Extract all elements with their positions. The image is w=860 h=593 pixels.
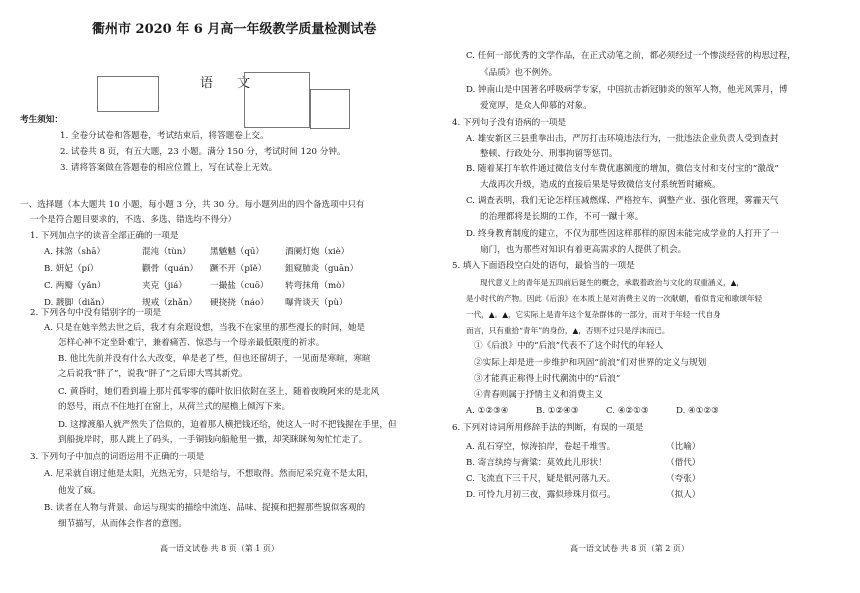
question-4-stem: 4. 下列句子没有语病的一项是 [452,118,567,128]
q4-option-b-cont: 大战再次升级，造成的直接后果是导致微信支付系统暂时瘫痪。 [480,180,721,190]
q5-passage-line: 一代，▲。▲，它实际上是青年这个复杂群体的一部分，而对于年轻一代自身 [466,310,721,319]
page-footer: 高一语文试卷 共 8 页（第 2 页） [570,544,689,553]
q6-option-tag: （夸张） [666,474,701,484]
q5-item: ④青春则属于抒情主义和消费主义 [474,390,603,400]
q1-option: 鉏窥肺炎（guān） [285,264,359,274]
q4-option-d: D. 终身教育制度的建立，不仅为那些因这样那样的原因未能完成学业的人打开了一 [466,229,779,239]
q1-option: 一撮盐（cuō） [210,281,269,291]
q3-option-c: C. 任何一部优秀的文学作品，在正式动笔之前，都必须经过一个惨淡经营的构思过程， [466,51,796,61]
q2-option-b: B. 他比先前并没有什么大改变，单是老了些，但也还留胡子，一见面是寒暄，寒暄 [58,354,371,364]
q3-option-d: D. 钟南山是中国著名呼吸病学专家，中国抗击新冠肺炎的领军人物，他光风霁月，博 [466,85,788,95]
page-footer: 高一语文试卷 共 8 页（第 1 页） [160,544,279,553]
q4-option-c-cont: 的治理都将是长期的工作，不可一蹴十寒。 [480,212,644,222]
q1-option: 蹶不开（pǐě） [210,264,267,274]
section-heading-2: 一个是符合题目要求的，不选、多选、错选均不得分） [30,215,237,225]
q1-option: B. 妍妃（pí） [44,264,99,274]
q5-item: ①《后浪》中的“后浪”代表不了这个时代的年轻人 [474,341,664,351]
q2-option-a: A. 只是在她辛然去世之后，我才有余遐设想，当我不在家里的那些漫长的时间，她是 [44,323,366,333]
q6-option: B. 寄言纨绔与膏粱：莫效此儿形状！ [466,458,607,468]
q3-option-b-cont: 细节描写，从而体会作者的意图。 [58,519,187,529]
q4-option-b: B. 随着某打车软件通过微信支付车费优惠额度的增加，微信支付和支付宝的“激战” [466,164,779,174]
question-6-stem: 6. 下列对诗词所用修辞手法的判断，有误的一项是 [452,423,644,433]
q5-item: ②实际上却是进一步维护和巩固“前浪”们对世界的定义与规划 [474,358,707,368]
notice-heading: 考生须知： [20,115,63,125]
q5-choice: C. ④②①③ [606,406,649,416]
q2-option-b-cont: 之后说我“胖了”，说我“胖了”之后即大骂其新党。 [58,369,248,379]
q4-option-a: A. 雄安新区三县重拳出击，严厉打击环境违法行为，一批违法企业负责人受到查封 [466,134,779,144]
q1-option: 转弯抹角（mò） [285,281,350,291]
q1-option: 夹克（jiá） [142,281,187,291]
q6-option: D. 可怜九月初三夜，露似珍珠月似弓。 [466,490,616,500]
q5-passage-line: 而言，只有重拾“青年”的身份，▲，否则不过只是浮沫而已。 [466,326,670,335]
q6-option-tag: （比喻） [666,442,701,452]
q1-option: D. 踱脚（diǎn） [44,298,110,308]
notice-item: 1. 全卷分试卷和答题卷，考试结束后，将答题卷上交。 [60,131,269,141]
q2-option-d: D. 这撑渡船人就严然失了信似的，迫着那人横把钱还给，使这人一时不把钱握在手里，但 [58,420,397,430]
q2-option-c-cont: 的怒号，雨点不住地打在窗上，从荷兰式的屋檐上倾泻下来。 [58,402,291,412]
q1-option: A. 抹煞（shā） [44,247,106,257]
q1-option: 硬挠挠（náo） [210,298,269,308]
right-page [430,0,860,593]
q3-option-a: A. 尼采就自诩过他是太阳，光热无穷，只是给与，不想取得。然而尼采究竟不是太阳， [44,469,374,479]
scan-box [310,89,350,129]
q6-option: C. 飞流直下三千尺，疑是银河落九天。 [466,474,616,484]
q4-option-d-cont: 扇门，也为那些对知识有着更高需求的人提供了机会。 [480,245,687,255]
question-3-stem: 3. 下列句子中加点的词语运用不正确的一项是 [30,452,205,462]
q6-option-tag: （借代） [666,458,701,468]
q5-passage-line: 现代意义上的青年是五四前后诞生的概念，承载着政治与文化的双重涵义，▲， [480,278,745,287]
q5-choice: B. ①②④③ [536,406,579,416]
q5-choice: A. ①②③④ [466,406,509,416]
subject-title: 语 文 [200,76,261,91]
q5-item: ③才能真正称得上时代潮流中的“后浪” [474,374,621,384]
section-heading: 一、选择题（本大题共 10 小题，每小题 3 分，共 30 分。每小题列出的四个备选项中只有 [20,200,365,210]
scan-box [97,76,159,112]
question-5-stem: 5. 填入下面语段空白处的语句，最恰当的一项是 [452,261,635,271]
q2-option-d-cont: 到船拢岸时，那人跳上了码头，一手铜钱向船舱里一撒，却笑眯眯匆匆忙忙走了。 [58,435,368,445]
q4-option-a-cont: 整顿、行政处分、刑事拘留等惩罚。 [480,149,618,159]
q1-option: 颧骨（quán） [142,264,199,274]
q1-option: C. 两瓣（yǎn） [44,281,106,291]
q1-option: 曝背谈天（pù） [285,298,348,308]
q2-option-a-cont: 怎样心神不定坐卧难宁，兼着痛苦、惊恐与一个母亲最低限度的祈求。 [58,338,325,348]
q1-option: 黑魆魆（qū） [210,247,265,257]
q5-passage-line: 是小时代的产物。因此《后浪》在本质上是对消费主义的一次献媚，看似肯定和歌颂年轻 [466,294,763,303]
question-2-stem: 2. 下列各句中没有错别字的一项是 [30,308,162,318]
q4-option-c: C. 调查表明，我们无论怎样压减燃煤、严格控车、调整产业、强化管理，雾霾天气 [466,196,779,206]
q3-option-b: B. 读者在人物与背景、命运与现实的描绘中流连、品味、捉摸和把握那些貌似客观的 [44,503,366,513]
exam-title: 衢州市 2020 年 6 月高一年级教学质量检测试卷 [92,22,377,37]
q6-option: A. 乱石穿空，惊涛拍岸，卷起千堆雪。 [466,442,616,452]
q3-option-a-cont: 他发了疯。 [58,486,101,496]
q1-option: 混沌（tùn） [142,247,191,257]
notice-item: 2. 试卷共 8 页，有五大题，23 小题。满分 150 分，考试时间 120 分钟。 [60,147,346,157]
q6-option-tag: （拟人） [666,490,701,500]
notice-item: 3. 请将答案做在答题卷的相应位置上，写在试卷上无效。 [60,163,278,173]
q1-option: 酒阑灯炮（xiè） [285,247,350,257]
question-1-stem: 1. 下列加点字的读音全部正确的一项是 [30,231,179,241]
q3-option-d-cont: 爱宽厚，是众人仰慕的对象。 [480,101,592,111]
q3-option-c-cont: 《品质》也不例外。 [480,68,558,78]
q5-choice: D. ④①②③ [676,406,719,416]
scan-box [244,72,310,128]
q1-option: 规戒（zhǎn） [142,298,198,308]
q2-option-c: C. 黄昏时，她们看到墙上那片孤零零的藤叶依旧依附在茎上，随着夜晚阿来的是北风 [58,387,380,397]
